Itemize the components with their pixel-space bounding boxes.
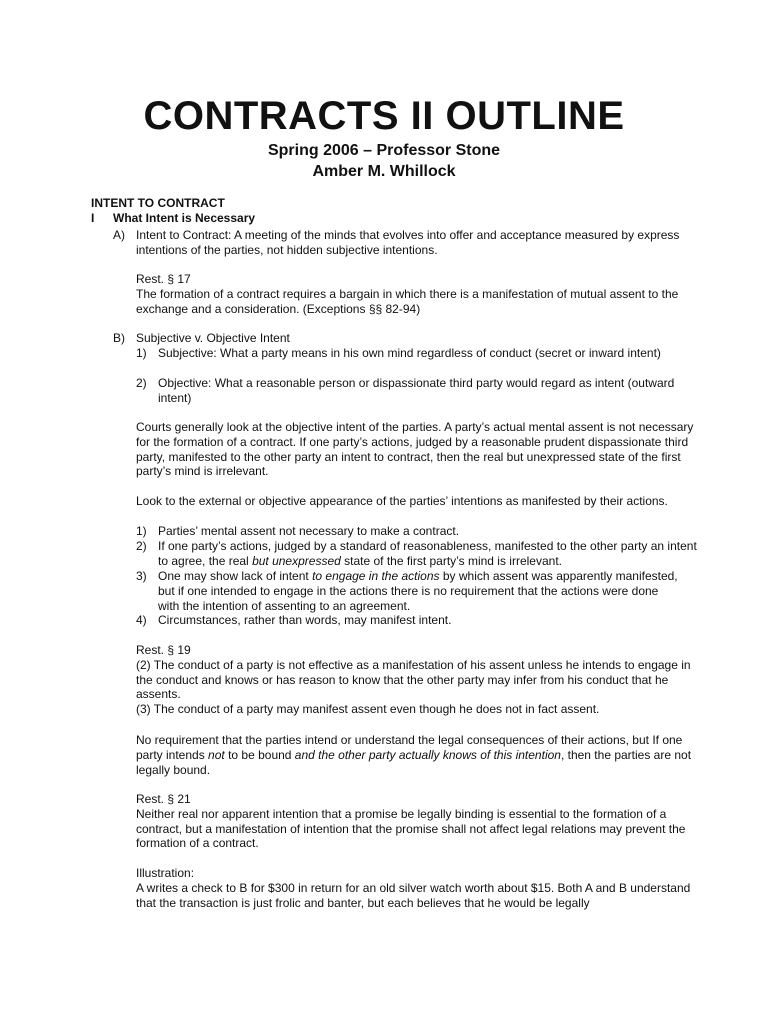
roman-heading-text: What Intent is Necessary [113, 211, 256, 225]
paragraph-external-appearance: Look to the external or objective appearance of the parties’ intentions as manifested by their actions. [136, 494, 668, 508]
item-a-label: A) [113, 228, 125, 242]
rest-17-cite: Rest. § 17 [136, 272, 191, 286]
rest-19-cite: Rest. § 19 [136, 643, 191, 657]
roman-numeral: I [91, 211, 95, 225]
rest-21-text: Neither real nor apparent intention that a promise be legally binding is essential to the formation of a contract, but a manifestation of intention that the promise shall not affect legal relations may prevent the formation of a contract. [136, 806, 686, 851]
look-label: 4) [136, 613, 147, 627]
look-text: Circumstances, rather than words, may manifest intent. [158, 613, 452, 627]
rest-17-block [136, 272, 696, 316]
document-title: CONTRACTS II OUTLINE [143, 94, 625, 138]
look-text: Parties’ mental assent not necessary to make a contract. [158, 524, 460, 538]
look-text: One may show lack of intent to engage in the actions by which assent was apparently manifested, but if one intended to engage in the actions there is no requirement that the actions were done with the intention of assenting to an agreement. [158, 569, 678, 613]
look-label: 1) [136, 524, 147, 538]
author-name: Amber M. Whillock [312, 163, 456, 180]
sub-label: 2) [136, 376, 147, 390]
rest-21-block [136, 792, 696, 851]
sub-text: Objective: What a reasonable person or dispassionate third party would regard as intent (outward intent) [158, 376, 675, 405]
course-subtitle: Spring 2006 – Professor Stone [267, 142, 501, 159]
rest-19-p3: (3) The conduct of a party may manifest assent even though he does not in fact assent. [136, 702, 600, 717]
illustration-block [136, 866, 696, 910]
rest-19-block [136, 643, 696, 717]
sub-label: 1) [136, 346, 147, 360]
look-label: 3) [136, 569, 147, 583]
roman-heading [91, 211, 255, 226]
item-b-label: B) [113, 331, 125, 345]
item-a-text: Intent to Contract: A meeting of the minds that evolves into offer and acceptance measured by express intentions of the parties, not hidden subjective intentions. [136, 228, 680, 257]
rest-19-p2: (2) The conduct of a party is not effective as a manifestation of his assent unless he intends to engage in the conduct and knows or has reason to know that the other party may infer from his conduct that he assents. [136, 657, 691, 702]
rest-17-text: The formation of a contract requires a bargain in which there is a manifestation of mutual assent to the exchange and a consideration. (Exceptions §§ 82-94) [136, 286, 679, 316]
look-text: If one party’s actions, judged by a standard of reasonableness, manifested to the other party an intent to agree, the real but unexpressed state of the first party’s mind is irrelevant. [158, 539, 697, 568]
rest-21-cite: Rest. § 21 [136, 792, 191, 806]
item-b-text: Subjective v. Objective Intent [136, 331, 290, 345]
illustration-text: A writes a check to B for $300 in return for an old silver watch worth about $15. Both A and B understand that the transaction is just frolic and banter, but each believes that he would be legally [136, 880, 691, 910]
section-heading: INTENT TO CONTRACT [91, 196, 225, 210]
look-label: 2) [136, 539, 147, 553]
paragraph-legal-consequences: No requirement that the parties intend or understand the legal consequences of their actions, but If one party intends not to be bound and the other party actually knows of this intention, then the parties are not legally bound. [136, 733, 692, 777]
sub-text: Subjective: What a party means in his own mind regardless of conduct (secret or inward intent) [158, 346, 661, 360]
paragraph-objective-intent: Courts generally look at the objective intent of the parties. A party’s actual mental assent is not necessary for the formation of a contract. If one party’s actions, judged by a reasonable prudent dispassionate third party, manifested to the other party an intent to contract, then the real but unexpressed state of the first party’s mind is irrelevant. [136, 420, 694, 479]
illustration-label: Illustration: [136, 866, 195, 880]
